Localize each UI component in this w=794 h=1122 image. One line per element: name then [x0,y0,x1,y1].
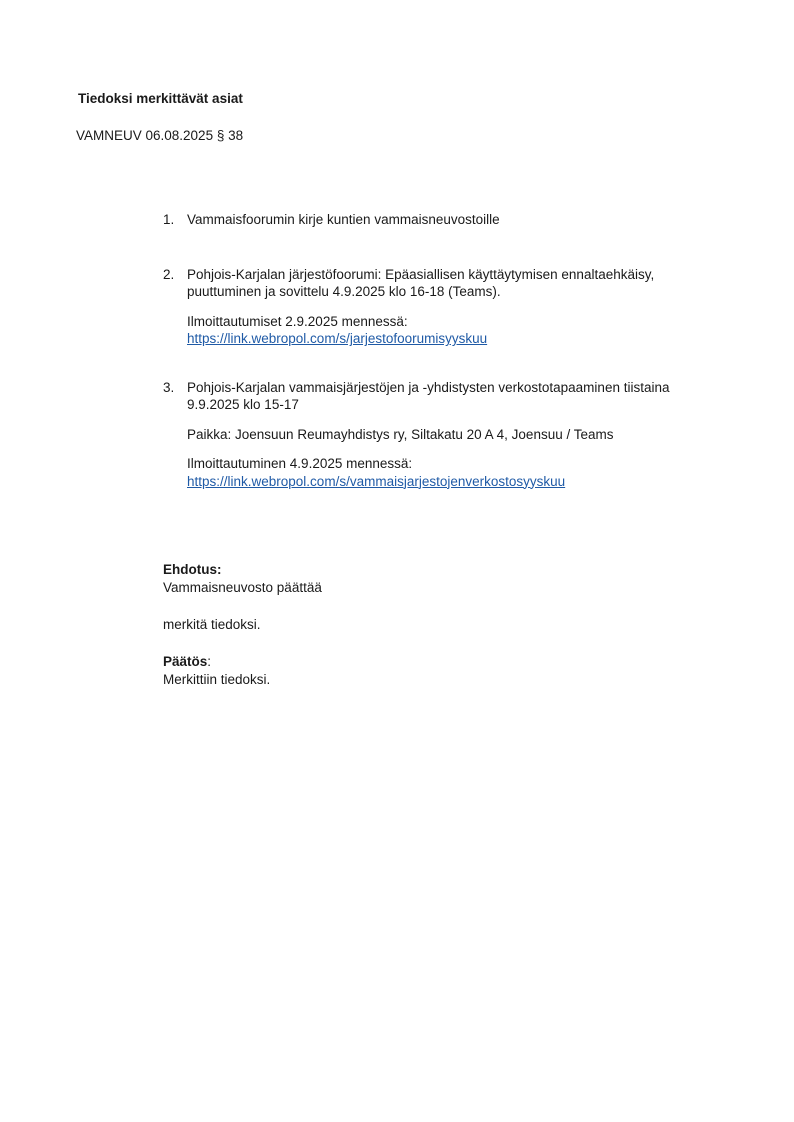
decision-text: Merkittiin tiedoksi. [163,672,271,687]
list-item [163,211,723,229]
proposal-line: merkitä tiedoksi. [163,617,261,632]
meeting-reference: VAMNEUV 06.08.2025 § 38 [76,128,244,143]
list-item [163,266,723,348]
proposal-section [163,561,322,689]
registration-text: Ilmoittautumiset 2.9.2025 mennessä: [187,313,408,329]
page-title: Tiedoksi merkittävät asiat [78,91,243,106]
item-number: 2. [163,266,175,282]
spacer [163,597,322,616]
item-number: 1. [163,212,175,227]
item-title: Pohjois-Karjalan vammaisjärjestöjen ja -yhdistysten verkostotapaaminen tiistaina 9.9.2025 klo 15-17 [187,379,670,412]
item-title: Pohjois-Karjalan järjestöfoorumi: Epäasiallisen käyttäytymisen ennaltaehkäisy, puuttuminen ja sovittelu 4.9.2025 klo 16-18 (Teams). [187,266,655,299]
registration-link[interactable]: https://link.webropol.com/s/vammaisjarjestojenverkostosyyskuu [187,473,566,489]
decision-heading [163,653,322,671]
registration-link[interactable]: https://link.webropol.com/s/jarjestofoorumisyyskuu [187,331,488,346]
registration-text: Ilmoittautuminen 4.9.2025 mennessä: [187,456,413,471]
decision-label: Päätös [163,654,208,669]
item-list [163,211,723,490]
place-text: Paikka: Joensuun Reumayhdistys ry, Siltakatu 20 A 4, Joensuu / Teams [187,426,614,442]
proposal-line: Vammaisneuvosto päättää [163,580,322,595]
proposal-label: Ehdotus: [163,562,222,577]
item-number: 3. [163,379,175,395]
item-title: Vammaisfoorumin kirje kuntien vammaisneuvostoille [187,212,500,227]
list-item [163,379,723,491]
spacer [163,634,322,653]
decision-colon: : [207,654,212,669]
